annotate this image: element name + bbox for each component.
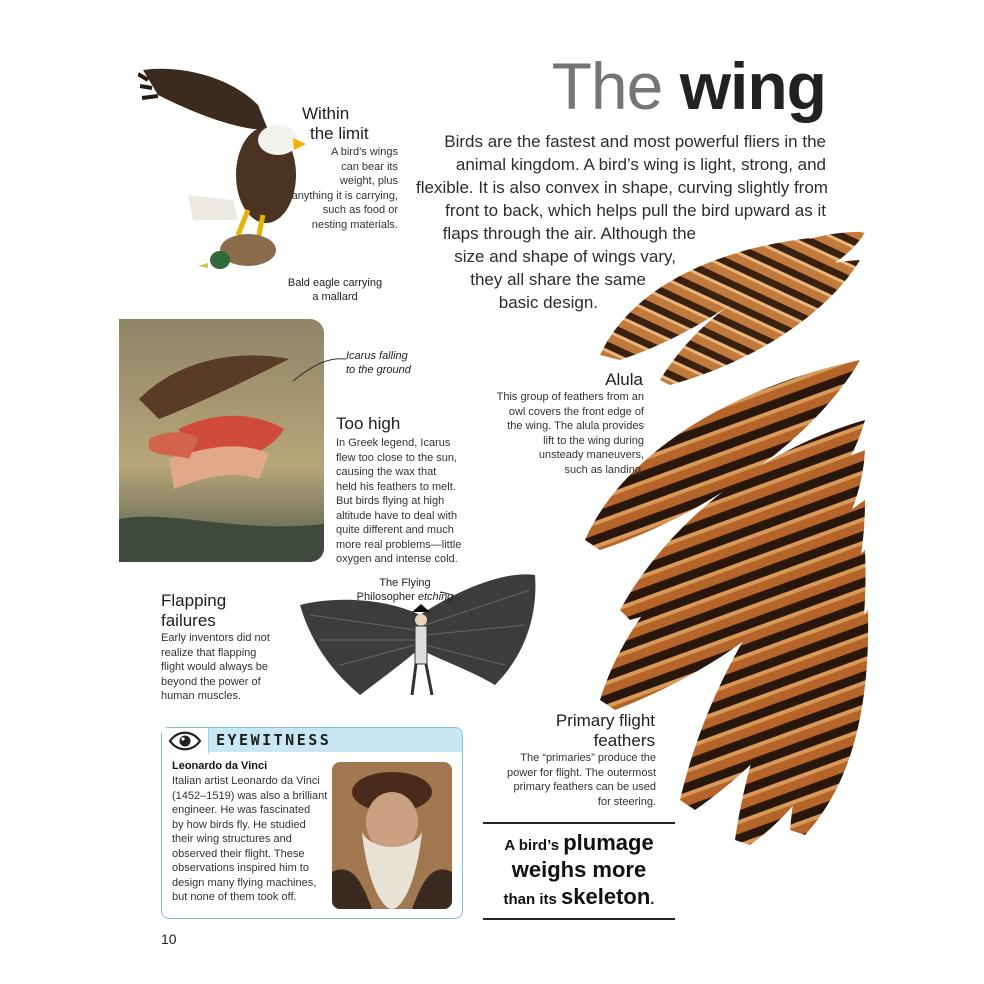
primary-text-line: The “primaries” produce the — [520, 752, 656, 764]
eagle-body-text — [240, 145, 398, 232]
leonardo-portrait — [332, 762, 452, 909]
alula-text-line: unsteady maneuvers, — [538, 449, 644, 461]
eagle-text-line: A bird’s wings — [330, 146, 398, 158]
quote-rule-top — [483, 822, 675, 824]
eyewitness-name: Leonardo da Vinci — [172, 760, 268, 772]
quote-rule-bottom — [483, 918, 675, 920]
eagle-text-line: nesting materials. — [311, 218, 398, 231]
flapping-text-line: beyond the power of — [161, 675, 261, 688]
alula-text-line: lift to the wing during — [543, 434, 644, 447]
icarus-body-text — [336, 436, 486, 567]
eagle-text-line: can bear its — [341, 160, 398, 173]
eagle-heading — [302, 104, 369, 144]
quote-line1-bold: plumage — [563, 830, 654, 855]
primary-heading-line2: feathers — [593, 731, 655, 750]
eyewitness-text-line: their wing structures and — [172, 833, 292, 845]
intro-line: flaps through the air. Although the — [442, 224, 696, 243]
icarus-text-line: quite different and much — [336, 524, 454, 536]
eye-icon — [162, 728, 208, 754]
icarus-leader-line — [288, 355, 348, 385]
eagle-text-line: anything it is carrying, — [291, 189, 398, 202]
quote-line1 — [483, 830, 675, 856]
icarus-text-line: altitude have to deal with — [336, 509, 458, 522]
philosopher-caption-medium: etching — [417, 591, 454, 603]
alula-text-line: the wing. The alula provides — [507, 420, 644, 432]
eye-icon-cell — [162, 728, 209, 754]
icarus-text-line: flew too close to the sun, — [336, 451, 458, 464]
intro-line: basic design. — [498, 293, 598, 312]
flapping-text-line: human muscles. — [161, 690, 242, 702]
eagle-caption-line1: Bald eagle carrying — [287, 277, 383, 289]
flapping-body-text — [161, 631, 291, 704]
intro-line: animal kingdom. A bird’s wing is light, strong, and — [455, 155, 826, 174]
philosopher-caption-title: Philosopher — [356, 591, 418, 603]
intro-line: Birds are the fastest and most powerful fliers in the — [444, 132, 826, 151]
quote-line3-pre: than its — [503, 891, 562, 908]
eyewitness-text-line: Italian artist Leonardo da Vinci — [172, 775, 320, 787]
philosopher-caption-line1: The Flying — [379, 577, 431, 589]
intro-line: front to back, which helps pull the bird upward as it — [445, 201, 826, 220]
eagle-caption — [270, 276, 400, 304]
icarus-text-line: more real problems—little — [336, 538, 462, 551]
primary-body-text — [478, 751, 656, 809]
intro-paragraph — [416, 130, 826, 314]
flapping-heading-line1: Flapping — [161, 591, 227, 610]
primary-text-line: for steering. — [597, 795, 656, 808]
quote-line3 — [483, 884, 675, 910]
eyewitness-text-line: by how birds fly. He studied — [172, 818, 306, 831]
intro-line: size and shape of wings vary, — [454, 247, 676, 266]
eyewitness-text-line: observations inspired him to — [172, 862, 309, 874]
flapping-text-line: realize that flapping — [161, 646, 257, 659]
primary-heading — [505, 711, 655, 751]
alula-body-text — [478, 390, 644, 477]
icarus-caption-line1: Icarus falling — [346, 350, 408, 362]
eagle-heading-line1: Within — [302, 104, 350, 123]
icarus-text-line: oxygen and intense cold. — [336, 553, 458, 565]
icarus-text-line: But birds flying at high — [336, 495, 445, 507]
plumage-quote — [483, 830, 675, 910]
philosopher-caption-line2 — [345, 590, 465, 604]
quote-line1-pre: A bird’s — [504, 837, 564, 854]
quote-line2: weighs more — [511, 857, 647, 882]
philosopher-caption — [345, 576, 465, 604]
icarus-caption-line2: to the ground — [346, 364, 411, 376]
eyewitness-text-line: but none of them took off. — [172, 891, 297, 903]
eyewitness-text-line: design many flying machines, — [172, 876, 317, 889]
page-number: 10 — [161, 931, 177, 947]
icarus-heading: Too high — [336, 414, 401, 433]
flapping-text-line: Early inventors did not — [161, 632, 270, 644]
icarus-text-line: held his feathers to melt. — [336, 480, 456, 493]
icarus-caption — [346, 349, 436, 377]
intro-line: flexible. It is also convex in shape, curving slightly from — [416, 178, 828, 197]
alula-text-line: This group of feathers from an — [496, 391, 644, 403]
icarus-text-line: In Greek legend, Icarus — [336, 437, 451, 449]
eyewitness-text-line: (1452–1519) was also a brilliant — [172, 789, 328, 802]
eagle-text-line: such as food or — [322, 204, 398, 216]
flapping-heading-line2: failures — [161, 611, 216, 630]
eyewitness-text-line: engineer. He was fascinated — [172, 804, 311, 816]
eagle-caption-line2: a mallard — [312, 291, 358, 303]
primary-text-line: power for flight. The outermost — [507, 766, 656, 779]
eyewitness-body-text — [172, 774, 332, 905]
primary-text-line: primary feathers can be used — [513, 781, 656, 793]
alula-text-line: such as landing. — [564, 463, 644, 476]
flapping-text-line: flight would always be — [161, 661, 269, 673]
title-bold: wing — [679, 49, 826, 123]
quote-line3-bold: skeleton — [561, 884, 651, 909]
alula-heading: Alula — [605, 370, 643, 389]
alula-text-line: owl covers the front edge of — [508, 405, 644, 418]
eyewitness-label: EYEWITNESS — [216, 731, 332, 749]
eagle-heading-line2: the limit — [310, 124, 369, 143]
eyewitness-text-line: observed their flight. These — [172, 847, 305, 860]
flapping-heading — [161, 591, 226, 631]
intro-line: they all share the same — [470, 270, 646, 289]
quote-line3-end: . — [650, 891, 655, 908]
primary-heading-line1: Primary flight — [555, 711, 655, 730]
page-title — [552, 50, 826, 122]
title-light: The — [551, 49, 663, 123]
icarus-text-line: causing the wax that — [336, 466, 437, 478]
eagle-text-line: weight, plus — [339, 175, 398, 187]
